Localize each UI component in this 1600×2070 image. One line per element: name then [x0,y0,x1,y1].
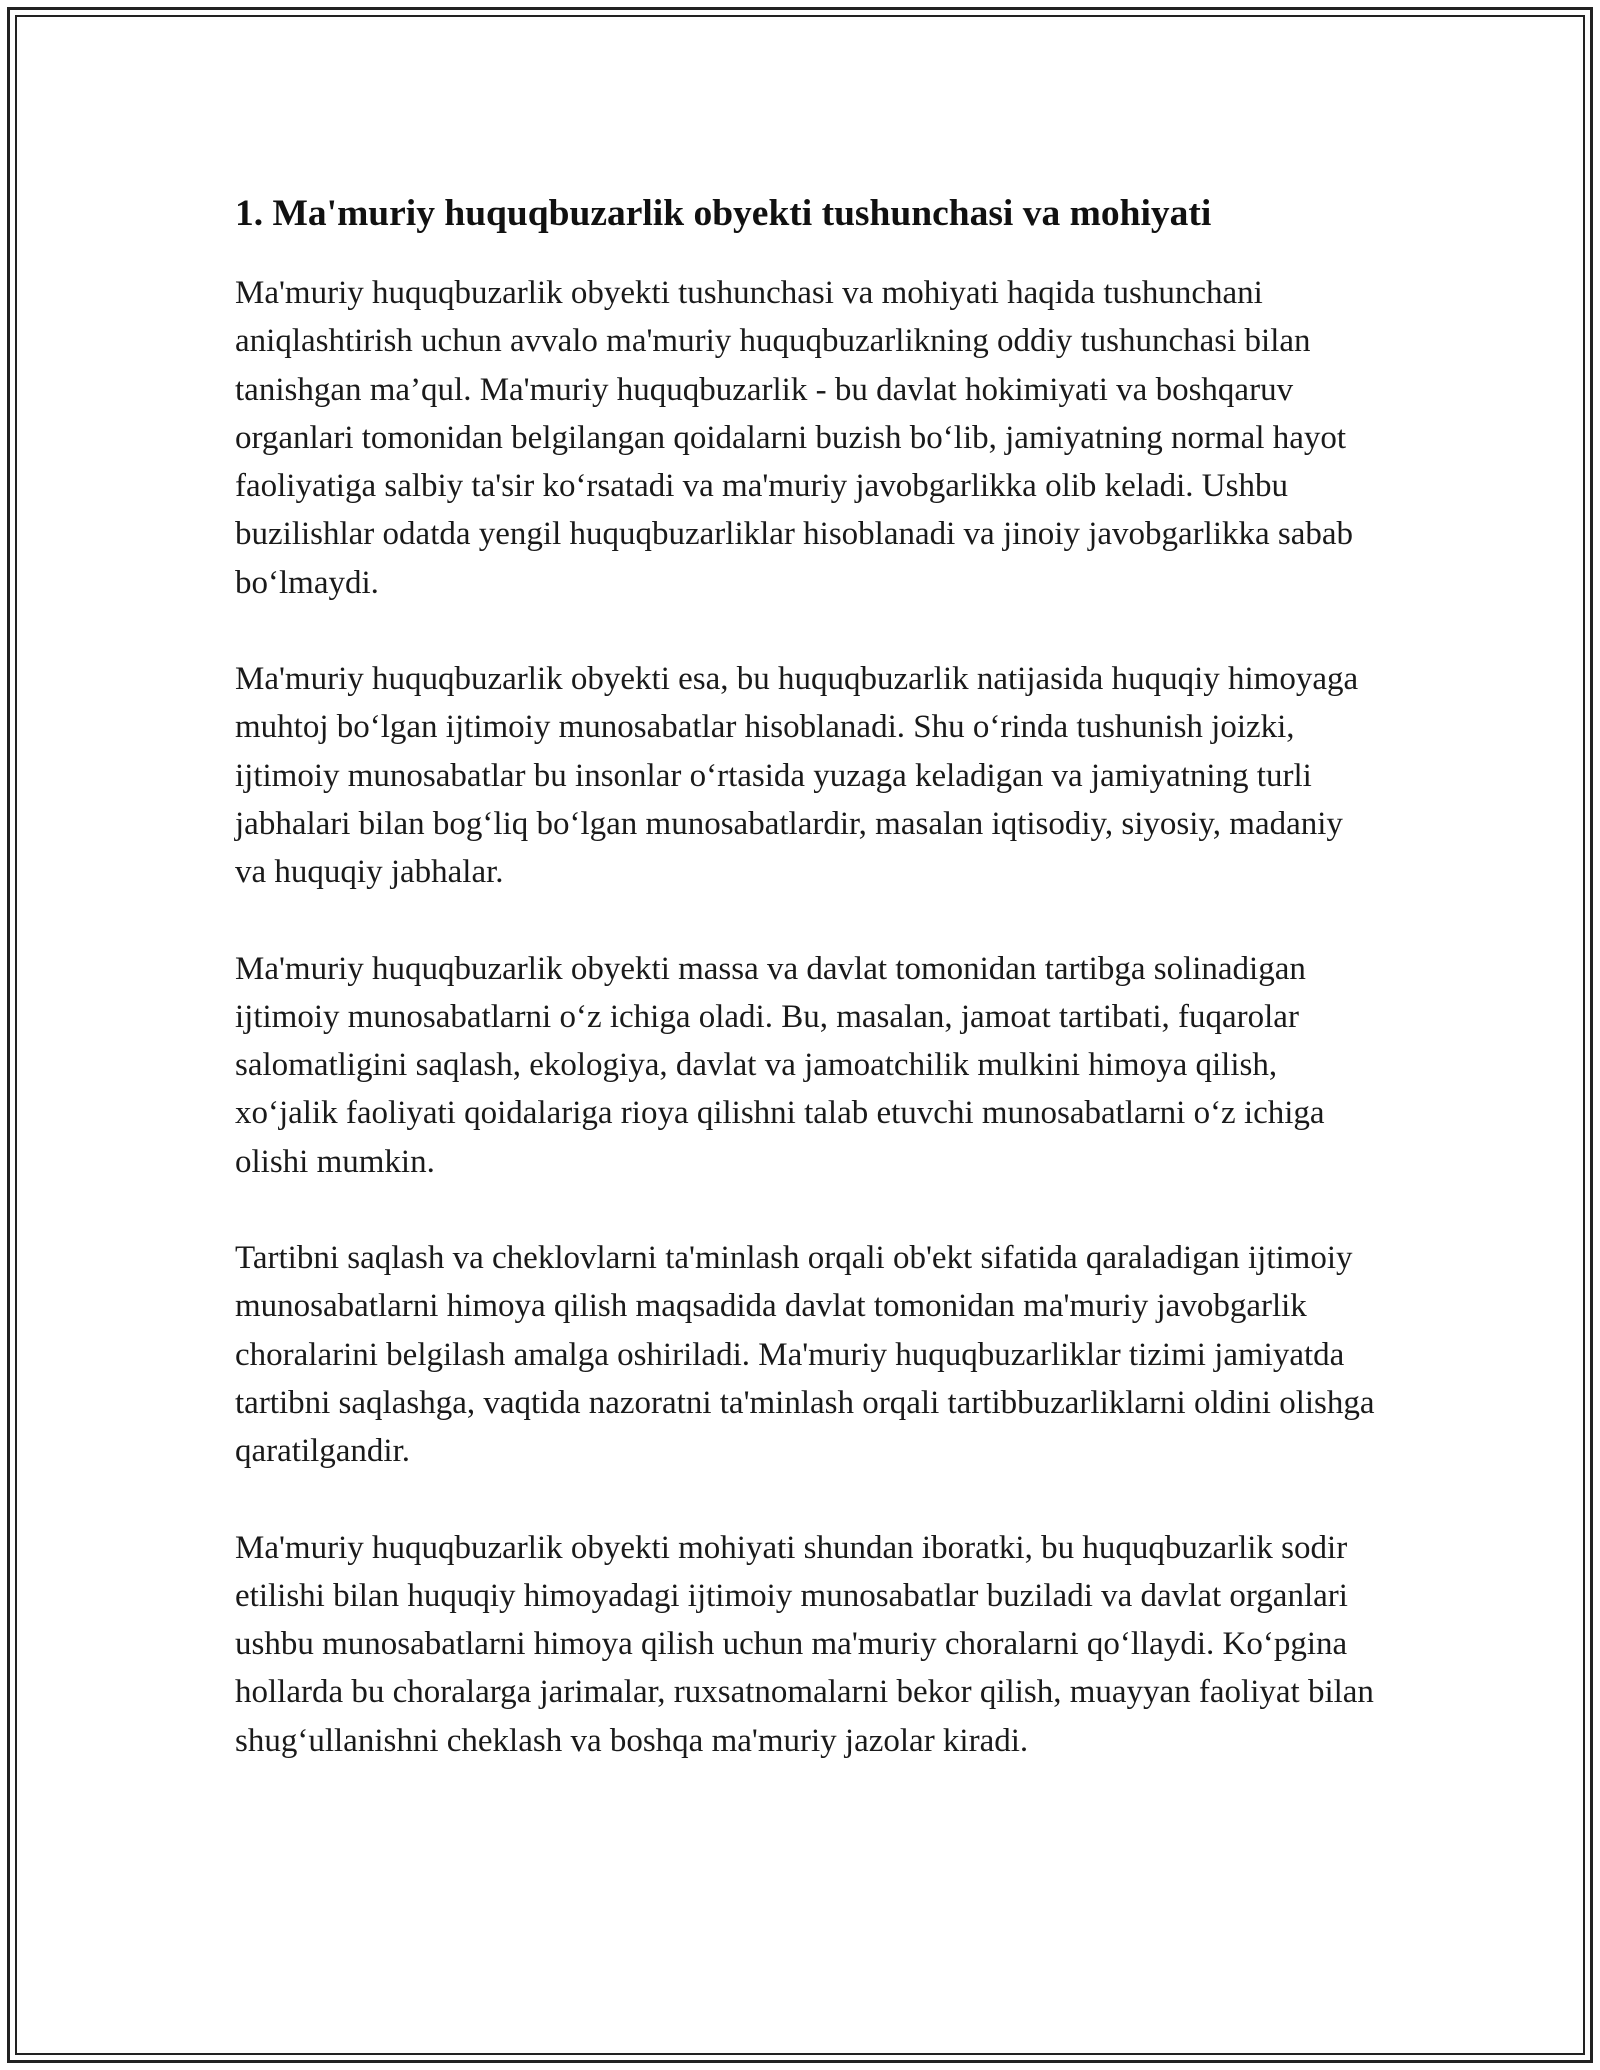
paragraph-5: Ma'muriy huquqbuzarlik obyekti mohiyati shundan iboratki, bu huquqbuzarlik sodir etilishi bilan huquqiy himoyadagi ijtimoiy munosabatlar buziladi va davlat organlari ushbu munosabatlarni himoya qilish uchun ma'muriy choralarni qo‘llaydi. Ko‘pgina hollarda bu choralarga jarimalar, ruxsatnomalarni bekor qilish, muayyan faoliyat bilan shug‘ullanishni cheklash va boshqa ma'muriy jazolar kiradi. [235,1529,1374,1759]
paragraph-2: Ma'muriy huquqbuzarlik obyekti esa, bu huquqbuzarlik natijasida huquqiy himoyaga muhtoj bo‘lgan ijtimoiy munosabatlar hisoblanadi. Shu o‘rinda tushunish joizki, ijtimoiy munosabatlar bu insonlar o‘rtasida yuzaga keladigan va jamiyatning turli jabhalari bilan bog‘liq bo‘lgan munosabatlardir, masalan iqtisodiy, siyosiy, madaniy va huquqiy jabhalar. [235,661,1359,891]
paragraph-4: Tartibni saqlash va cheklovlarni ta'minlash orqali ob'ekt sifatida qaraladigan ijtimoiy munosabatlarni himoya qilish maqsadida davlat tomonidan ma'muriy javobgarlik choralarini belgilash amalga oshiriladi. Ma'muriy huquqbuzarliklar tizimi jamiyatda tartibni saqlashga, vaqtida nazoratni ta'minlash orqali tartibbuzarliklarni oldini olishga qaratilgandir. [235,1240,1375,1470]
document-body [235,187,1380,1813]
paragraph-3: Ma'muriy huquqbuzarlik obyekti massa va davlat tomonidan tartibga solinadigan ijtimoiy munosabatlarni o‘z ichiga oladi. Bu, masalan, jamoat tartibati, fuqarolar salomatligini saqlash, ekologiya, davlat va jamoatchilik mulkini himoya qilish, xo‘jalik faoliyati qoidalariga rioya qilishni talab etuvchi munosabatlarni o‘z ichiga olishi mumkin. [235,950,1325,1180]
paragraph-1: Ma'muriy huquqbuzarlik obyekti tushunchasi va mohiyati haqida tushunchani aniqlashtirish uchun avvalo ma'muriy huquqbuzarlikning oddiy tushunchasi bilan tanishgan ma’qul. Ma'muriy huquqbuzarlik - bu davlat hokimiyati va boshqaruv organlari tomonidan belgilangan qoidalarni buzish bo‘lib, jamiyatning normal hayot faoliyatiga salbiy ta'sir ko‘rsatadi va ma'muriy javobgarlikka olib keladi. Ushbu buzilishlar odatda yengil huquqbuzarliklar hisoblanadi va jinoiy javobgarlikka sabab bo‘lmaydi. [235,275,1354,601]
section-heading: 1. Ma'muriy huquqbuzarlik obyekti tushunchasi va mohiyati [235,193,1212,234]
